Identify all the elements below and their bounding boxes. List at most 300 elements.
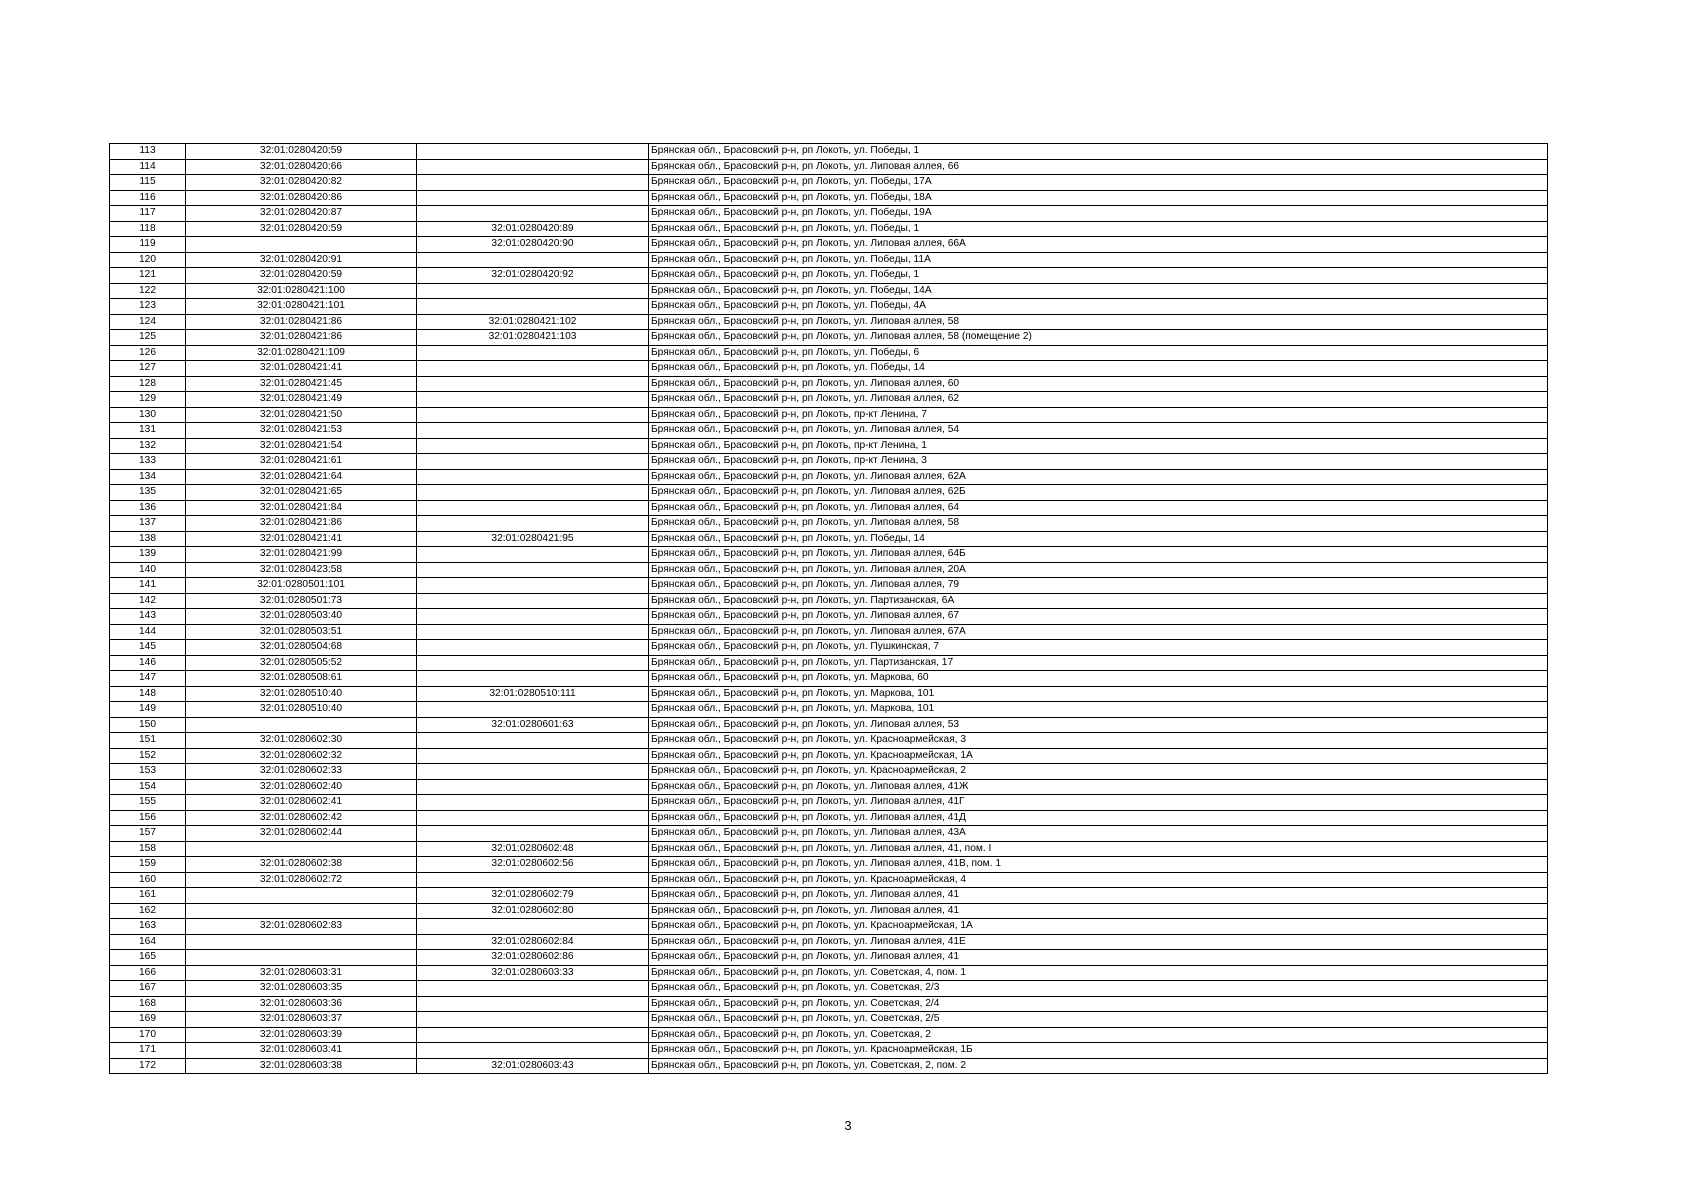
row-number-cell: 135 [110, 485, 186, 501]
table-row [110, 438, 1548, 454]
cadastral-number-cell [186, 903, 417, 919]
object-number-cell [417, 671, 649, 687]
row-number-cell: 137 [110, 516, 186, 532]
table-row [110, 888, 1548, 904]
cadastral-number-cell: 32:01:0280504:68 [186, 640, 417, 656]
row-number-cell: 146 [110, 655, 186, 671]
row-number-cell: 155 [110, 795, 186, 811]
cadastral-number-cell [186, 717, 417, 733]
table-row [110, 531, 1548, 547]
object-number-cell: 32:01:0280421:103 [417, 330, 649, 346]
table-row [110, 159, 1548, 175]
address-cell: Брянская обл., Брасовский р-н, рп Локоть, ул. Липовая аллея, 41 [649, 903, 1548, 919]
table-row [110, 175, 1548, 191]
row-number-cell: 151 [110, 733, 186, 749]
address-cell: Брянская обл., Брасовский р-н, рп Локоть, ул. Советская, 2 [649, 1027, 1548, 1043]
address-cell: Брянская обл., Брасовский р-н, рп Локоть, ул. Победы, 4А [649, 299, 1548, 315]
cadastral-number-cell: 32:01:0280421:100 [186, 283, 417, 299]
address-cell: Брянская обл., Брасовский р-н, рп Локоть, пр-кт Ленина, 3 [649, 454, 1548, 470]
object-number-cell [417, 206, 649, 222]
row-number-cell: 123 [110, 299, 186, 315]
address-cell: Брянская обл., Брасовский р-н, рп Локоть, ул. Липовая аллея, 54 [649, 423, 1548, 439]
row-number-cell: 130 [110, 407, 186, 423]
table-row [110, 810, 1548, 826]
cadastral-number-cell: 32:01:0280421:45 [186, 376, 417, 392]
table-row [110, 1058, 1548, 1074]
cadastral-number-cell [186, 950, 417, 966]
object-number-cell: 32:01:0280420:90 [417, 237, 649, 253]
cadastral-number-cell: 32:01:0280503:51 [186, 624, 417, 640]
table-row [110, 996, 1548, 1012]
cadastral-number-cell: 32:01:0280421:61 [186, 454, 417, 470]
table-row [110, 469, 1548, 485]
address-cell: Брянская обл., Брасовский р-н, рп Локоть, ул. Липовая аллея, 58 (помещение 2) [649, 330, 1548, 346]
table-row [110, 144, 1548, 160]
table-row [110, 748, 1548, 764]
row-number-cell: 157 [110, 826, 186, 842]
cadastral-number-cell: 32:01:0280421:101 [186, 299, 417, 315]
row-number-cell: 118 [110, 221, 186, 237]
table-row [110, 376, 1548, 392]
row-number-cell: 144 [110, 624, 186, 640]
row-number-cell: 116 [110, 190, 186, 206]
object-number-cell [417, 392, 649, 408]
table-row [110, 299, 1548, 315]
table-row [110, 314, 1548, 330]
address-cell: Брянская обл., Брасовский р-н, рп Локоть, ул. Липовая аллея, 53 [649, 717, 1548, 733]
row-number-cell: 113 [110, 144, 186, 160]
table-row [110, 795, 1548, 811]
address-cell: Брянская обл., Брасовский р-н, рп Локоть, ул. Победы, 14 [649, 361, 1548, 377]
address-cell: Брянская обл., Брасовский р-н, рп Локоть, ул. Липовая аллея, 79 [649, 578, 1548, 594]
row-number-cell: 142 [110, 593, 186, 609]
cadastral-number-cell [186, 934, 417, 950]
address-cell: Брянская обл., Брасовский р-н, рп Локоть, ул. Победы, 14А [649, 283, 1548, 299]
object-number-cell [417, 469, 649, 485]
object-number-cell [417, 795, 649, 811]
cadastral-number-cell: 32:01:0280421:64 [186, 469, 417, 485]
cadastral-number-cell: 32:01:0280421:86 [186, 330, 417, 346]
cadastral-number-cell: 32:01:0280420:86 [186, 190, 417, 206]
row-number-cell: 167 [110, 981, 186, 997]
cadastral-number-cell: 32:01:0280603:36 [186, 996, 417, 1012]
row-number-cell: 141 [110, 578, 186, 594]
object-number-cell [417, 702, 649, 718]
address-cell: Брянская обл., Брасовский р-н, рп Локоть, ул. Липовая аллея, 67А [649, 624, 1548, 640]
object-number-cell [417, 826, 649, 842]
table-row [110, 593, 1548, 609]
object-number-cell [417, 640, 649, 656]
object-number-cell [417, 810, 649, 826]
row-number-cell: 126 [110, 345, 186, 361]
object-number-cell [417, 562, 649, 578]
address-cell: Брянская обл., Брасовский р-н, рп Локоть, ул. Красноармейская, 4 [649, 872, 1548, 888]
row-number-cell: 133 [110, 454, 186, 470]
table-row [110, 392, 1548, 408]
object-number-cell: 32:01:0280421:102 [417, 314, 649, 330]
cadastral-number-cell: 32:01:0280602:41 [186, 795, 417, 811]
address-cell: Брянская обл., Брасовский р-н, рп Локоть, ул. Липовая аллея, 62Б [649, 485, 1548, 501]
object-number-cell: 32:01:0280603:33 [417, 965, 649, 981]
cadastral-number-cell: 32:01:0280602:72 [186, 872, 417, 888]
address-cell: Брянская обл., Брасовский р-н, рп Локоть, ул. Советская, 2/5 [649, 1012, 1548, 1028]
address-cell: Брянская обл., Брасовский р-н, рп Локоть, ул. Партизанская, 17 [649, 655, 1548, 671]
object-number-cell [417, 423, 649, 439]
object-number-cell [417, 376, 649, 392]
table-row [110, 361, 1548, 377]
object-number-cell: 32:01:0280510:111 [417, 686, 649, 702]
address-cell: Брянская обл., Брасовский р-н, рп Локоть, ул. Липовая аллея, 64Б [649, 547, 1548, 563]
object-number-cell: 32:01:0280603:43 [417, 1058, 649, 1074]
table-row [110, 1027, 1548, 1043]
row-number-cell: 156 [110, 810, 186, 826]
address-cell: Брянская обл., Брасовский р-н, рп Локоть, ул. Победы, 18А [649, 190, 1548, 206]
object-number-cell [417, 872, 649, 888]
table-row [110, 779, 1548, 795]
object-number-cell: 32:01:0280421:95 [417, 531, 649, 547]
address-cell: Брянская обл., Брасовский р-н, рп Локоть, пр-кт Ленина, 1 [649, 438, 1548, 454]
table-row [110, 221, 1548, 237]
table-row [110, 671, 1548, 687]
row-number-cell: 119 [110, 237, 186, 253]
table-row [110, 562, 1548, 578]
table-row [110, 190, 1548, 206]
cadastral-number-cell: 32:01:0280421:86 [186, 516, 417, 532]
cadastral-number-cell: 32:01:0280603:31 [186, 965, 417, 981]
address-cell: Брянская обл., Брасовский р-н, рп Локоть, ул. Советская, 2/4 [649, 996, 1548, 1012]
table-row [110, 624, 1548, 640]
row-number-cell: 168 [110, 996, 186, 1012]
address-cell: Брянская обл., Брасовский р-н, рп Локоть, ул. Липовая аллея, 41Ж [649, 779, 1548, 795]
row-number-cell: 131 [110, 423, 186, 439]
cadastral-number-cell: 32:01:0280420:66 [186, 159, 417, 175]
table-row [110, 841, 1548, 857]
object-number-cell [417, 407, 649, 423]
object-number-cell [417, 655, 649, 671]
cadastral-number-cell: 32:01:0280602:32 [186, 748, 417, 764]
row-number-cell: 160 [110, 872, 186, 888]
address-cell: Брянская обл., Брасовский р-н, рп Локоть, ул. Липовая аллея, 62 [649, 392, 1548, 408]
table-row [110, 609, 1548, 625]
object-number-cell [417, 252, 649, 268]
object-number-cell [417, 159, 649, 175]
cadastral-number-cell [186, 888, 417, 904]
table-row [110, 423, 1548, 439]
row-number-cell: 132 [110, 438, 186, 454]
address-cell: Брянская обл., Брасовский р-н, рп Локоть, ул. Победы, 1 [649, 144, 1548, 160]
cadastral-number-cell: 32:01:0280420:59 [186, 268, 417, 284]
object-number-cell: 32:01:0280602:80 [417, 903, 649, 919]
cadastral-number-cell: 32:01:0280508:61 [186, 671, 417, 687]
row-number-cell: 159 [110, 857, 186, 873]
table-row [110, 981, 1548, 997]
table-row [110, 500, 1548, 516]
cadastral-number-cell: 32:01:0280421:65 [186, 485, 417, 501]
table-row [110, 686, 1548, 702]
object-number-cell: 32:01:0280602:84 [417, 934, 649, 950]
cadastral-number-cell: 32:01:0280510:40 [186, 686, 417, 702]
object-number-cell [417, 144, 649, 160]
address-cell: Брянская обл., Брасовский р-н, рп Локоть, ул. Победы, 6 [649, 345, 1548, 361]
row-number-cell: 121 [110, 268, 186, 284]
cadastral-number-cell: 32:01:0280421:53 [186, 423, 417, 439]
row-number-cell: 150 [110, 717, 186, 733]
address-cell: Брянская обл., Брасовский р-н, рп Локоть, ул. Липовая аллея, 41Г [649, 795, 1548, 811]
cadastral-number-cell: 32:01:0280420:87 [186, 206, 417, 222]
table-row [110, 252, 1548, 268]
row-number-cell: 128 [110, 376, 186, 392]
table-row [110, 640, 1548, 656]
table-row [110, 919, 1548, 935]
table-row [110, 733, 1548, 749]
address-cell: Брянская обл., Брасовский р-н, рп Локоть, ул. Липовая аллея, 62А [649, 469, 1548, 485]
address-cell: Брянская обл., Брасовский р-н, рп Локоть, ул. Советская, 4, пом. 1 [649, 965, 1548, 981]
address-cell: Брянская обл., Брасовский р-н, рп Локоть, ул. Липовая аллея, 58 [649, 516, 1548, 532]
address-cell: Брянская обл., Брасовский р-н, рп Локоть, ул. Маркова, 60 [649, 671, 1548, 687]
cadastral-number-cell: 32:01:0280603:41 [186, 1043, 417, 1059]
cadastral-number-cell: 32:01:0280603:37 [186, 1012, 417, 1028]
table-row [110, 950, 1548, 966]
object-number-cell [417, 345, 649, 361]
object-number-cell [417, 516, 649, 532]
cadastral-number-cell: 32:01:0280421:41 [186, 361, 417, 377]
table-row [110, 485, 1548, 501]
row-number-cell: 149 [110, 702, 186, 718]
row-number-cell: 158 [110, 841, 186, 857]
object-number-cell [417, 190, 649, 206]
table-row [110, 826, 1548, 842]
object-number-cell [417, 609, 649, 625]
row-number-cell: 166 [110, 965, 186, 981]
object-number-cell [417, 578, 649, 594]
address-cell: Брянская обл., Брасовский р-н, рп Локоть, ул. Партизанская, 6А [649, 593, 1548, 609]
row-number-cell: 152 [110, 748, 186, 764]
address-cell: Брянская обл., Брасовский р-н, рп Локоть, ул. Липовая аллея, 60 [649, 376, 1548, 392]
cadastral-number-cell: 32:01:0280603:38 [186, 1058, 417, 1074]
row-number-cell: 162 [110, 903, 186, 919]
cadastral-number-cell: 32:01:0280421:86 [186, 314, 417, 330]
object-number-cell [417, 299, 649, 315]
object-number-cell: 32:01:0280601:63 [417, 717, 649, 733]
cadastral-number-cell: 32:01:0280421:54 [186, 438, 417, 454]
cadastral-number-cell: 32:01:0280503:40 [186, 609, 417, 625]
row-number-cell: 136 [110, 500, 186, 516]
address-cell: Брянская обл., Брасовский р-н, рп Локоть, ул. Красноармейская, 1А [649, 919, 1548, 935]
address-cell: Брянская обл., Брасовский р-н, рп Локоть, ул. Победы, 11А [649, 252, 1548, 268]
address-cell: Брянская обл., Брасовский р-н, рп Локоть, ул. Липовая аллея, 67 [649, 609, 1548, 625]
table-row [110, 764, 1548, 780]
table-row [110, 965, 1548, 981]
object-number-cell [417, 175, 649, 191]
row-number-cell: 129 [110, 392, 186, 408]
object-number-cell [417, 1043, 649, 1059]
row-number-cell: 171 [110, 1043, 186, 1059]
object-number-cell: 32:01:0280602:86 [417, 950, 649, 966]
address-cell: Брянская обл., Брасовский р-н, рп Локоть, ул. Победы, 17А [649, 175, 1548, 191]
cadastral-number-cell: 32:01:0280602:44 [186, 826, 417, 842]
cadastral-number-cell: 32:01:0280510:40 [186, 702, 417, 718]
row-number-cell: 134 [110, 469, 186, 485]
object-number-cell: 32:01:0280602:56 [417, 857, 649, 873]
cadastral-number-cell: 32:01:0280421:41 [186, 531, 417, 547]
cadastral-number-cell: 32:01:0280420:82 [186, 175, 417, 191]
address-cell: Брянская обл., Брасовский р-н, рп Локоть, ул. Красноармейская, 2 [649, 764, 1548, 780]
table-row [110, 268, 1548, 284]
cadastral-number-cell: 32:01:0280421:99 [186, 547, 417, 563]
row-number-cell: 147 [110, 671, 186, 687]
row-number-cell: 117 [110, 206, 186, 222]
object-number-cell [417, 748, 649, 764]
address-cell: Брянская обл., Брасовский р-н, рп Локоть, ул. Пушкинская, 7 [649, 640, 1548, 656]
object-number-cell [417, 283, 649, 299]
cadastral-number-cell: 32:01:0280501:73 [186, 593, 417, 609]
cadastral-number-cell: 32:01:0280423:58 [186, 562, 417, 578]
cadastral-number-cell: 32:01:0280602:38 [186, 857, 417, 873]
object-number-cell: 32:01:0280602:48 [417, 841, 649, 857]
table-row [110, 702, 1548, 718]
address-cell: Брянская обл., Брасовский р-н, рп Локоть, ул. Красноармейская, 1А [649, 748, 1548, 764]
address-cell: Брянская обл., Брасовский р-н, рп Локоть, ул. Красноармейская, 1Б [649, 1043, 1548, 1059]
object-number-cell [417, 361, 649, 377]
row-number-cell: 154 [110, 779, 186, 795]
table-row [110, 330, 1548, 346]
registry-table-body [110, 144, 1548, 1074]
table-row [110, 407, 1548, 423]
address-cell: Брянская обл., Брасовский р-н, рп Локоть, ул. Победы, 1 [649, 268, 1548, 284]
cadastral-number-cell: 32:01:0280420:91 [186, 252, 417, 268]
object-number-cell [417, 779, 649, 795]
table-row [110, 857, 1548, 873]
row-number-cell: 114 [110, 159, 186, 175]
address-cell: Брянская обл., Брасовский р-н, рп Локоть, пр-кт Ленина, 7 [649, 407, 1548, 423]
row-number-cell: 138 [110, 531, 186, 547]
address-cell: Брянская обл., Брасовский р-н, рп Локоть, ул. Липовая аллея, 41 [649, 888, 1548, 904]
page-number: 3 [844, 1118, 852, 1133]
object-number-cell [417, 1012, 649, 1028]
table-row [110, 934, 1548, 950]
row-number-cell: 153 [110, 764, 186, 780]
row-number-cell: 115 [110, 175, 186, 191]
cadastral-number-cell: 32:01:0280602:83 [186, 919, 417, 935]
row-number-cell: 127 [110, 361, 186, 377]
row-number-cell: 140 [110, 562, 186, 578]
row-number-cell: 139 [110, 547, 186, 563]
row-number-cell: 165 [110, 950, 186, 966]
row-number-cell: 164 [110, 934, 186, 950]
address-cell: Брянская обл., Брасовский р-н, рп Локоть, ул. Маркова, 101 [649, 686, 1548, 702]
address-cell: Брянская обл., Брасовский р-н, рп Локоть, ул. Липовая аллея, 66 [649, 159, 1548, 175]
row-number-cell: 169 [110, 1012, 186, 1028]
table-row [110, 655, 1548, 671]
object-number-cell [417, 733, 649, 749]
row-number-cell: 145 [110, 640, 186, 656]
row-number-cell: 124 [110, 314, 186, 330]
address-cell: Брянская обл., Брасовский р-н, рп Локоть, ул. Советская, 2, пом. 2 [649, 1058, 1548, 1074]
cadastral-number-cell: 32:01:0280501:101 [186, 578, 417, 594]
object-number-cell [417, 547, 649, 563]
object-number-cell [417, 500, 649, 516]
object-number-cell: 32:01:0280420:89 [417, 221, 649, 237]
table-row [110, 1012, 1548, 1028]
object-number-cell [417, 996, 649, 1012]
cadastral-number-cell: 32:01:0280420:59 [186, 144, 417, 160]
address-cell: Брянская обл., Брасовский р-н, рп Локоть, ул. Красноармейская, 3 [649, 733, 1548, 749]
address-cell: Брянская обл., Брасовский р-н, рп Локоть, ул. Победы, 14 [649, 531, 1548, 547]
cadastral-number-cell [186, 237, 417, 253]
object-number-cell: 32:01:0280602:79 [417, 888, 649, 904]
address-cell: Брянская обл., Брасовский р-н, рп Локоть, ул. Липовая аллея, 41, пом. I [649, 841, 1548, 857]
object-number-cell [417, 624, 649, 640]
cadastral-number-cell: 32:01:0280602:42 [186, 810, 417, 826]
address-cell: Брянская обл., Брасовский р-н, рп Локоть, ул. Липовая аллея, 43А [649, 826, 1548, 842]
object-number-cell [417, 919, 649, 935]
registry-table [109, 143, 1548, 1074]
row-number-cell: 120 [110, 252, 186, 268]
row-number-cell: 170 [110, 1027, 186, 1043]
address-cell: Брянская обл., Брасовский р-н, рп Локоть, ул. Победы, 19А [649, 206, 1548, 222]
object-number-cell [417, 764, 649, 780]
table-row [110, 903, 1548, 919]
cadastral-number-cell: 32:01:0280421:84 [186, 500, 417, 516]
row-number-cell: 163 [110, 919, 186, 935]
address-cell: Брянская обл., Брасовский р-н, рп Локоть, ул. Липовая аллея, 66А [649, 237, 1548, 253]
table-row [110, 237, 1548, 253]
object-number-cell [417, 981, 649, 997]
table-row [110, 454, 1548, 470]
table-row [110, 1043, 1548, 1059]
row-number-cell: 122 [110, 283, 186, 299]
cadastral-number-cell: 32:01:0280602:30 [186, 733, 417, 749]
cadastral-number-cell [186, 841, 417, 857]
cadastral-number-cell: 32:01:0280602:33 [186, 764, 417, 780]
table-row [110, 717, 1548, 733]
object-number-cell: 32:01:0280420:92 [417, 268, 649, 284]
address-cell: Брянская обл., Брасовский р-н, рп Локоть, ул. Липовая аллея, 41В, пом. 1 [649, 857, 1548, 873]
address-cell: Брянская обл., Брасовский р-н, рп Локоть, ул. Липовая аллея, 58 [649, 314, 1548, 330]
object-number-cell [417, 485, 649, 501]
address-cell: Брянская обл., Брасовский р-н, рп Локоть, ул. Маркова, 101 [649, 702, 1548, 718]
object-number-cell [417, 1027, 649, 1043]
cadastral-number-cell: 32:01:0280421:49 [186, 392, 417, 408]
address-cell: Брянская обл., Брасовский р-н, рп Локоть, ул. Советская, 2/3 [649, 981, 1548, 997]
table-row [110, 345, 1548, 361]
table-row [110, 547, 1548, 563]
cadastral-number-cell: 32:01:0280602:40 [186, 779, 417, 795]
cadastral-number-cell: 32:01:0280603:39 [186, 1027, 417, 1043]
cadastral-number-cell: 32:01:0280420:59 [186, 221, 417, 237]
row-number-cell: 161 [110, 888, 186, 904]
cadastral-number-cell: 32:01:0280421:50 [186, 407, 417, 423]
table-row [110, 283, 1548, 299]
row-number-cell: 172 [110, 1058, 186, 1074]
row-number-cell: 148 [110, 686, 186, 702]
row-number-cell: 125 [110, 330, 186, 346]
address-cell: Брянская обл., Брасовский р-н, рп Локоть, ул. Липовая аллея, 41Д [649, 810, 1548, 826]
address-cell: Брянская обл., Брасовский р-н, рп Локоть, ул. Липовая аллея, 41 [649, 950, 1548, 966]
address-cell: Брянская обл., Брасовский р-н, рп Локоть, ул. Липовая аллея, 64 [649, 500, 1548, 516]
object-number-cell [417, 454, 649, 470]
address-cell: Брянская обл., Брасовский р-н, рп Локоть, ул. Победы, 1 [649, 221, 1548, 237]
cadastral-number-cell: 32:01:0280505:52 [186, 655, 417, 671]
cadastral-number-cell: 32:01:0280421:109 [186, 345, 417, 361]
object-number-cell [417, 438, 649, 454]
cadastral-number-cell: 32:01:0280603:35 [186, 981, 417, 997]
address-cell: Брянская обл., Брасовский р-н, рп Локоть, ул. Липовая аллея, 41Е [649, 934, 1548, 950]
table-row [110, 578, 1548, 594]
table-row [110, 872, 1548, 888]
row-number-cell: 143 [110, 609, 186, 625]
object-number-cell [417, 593, 649, 609]
